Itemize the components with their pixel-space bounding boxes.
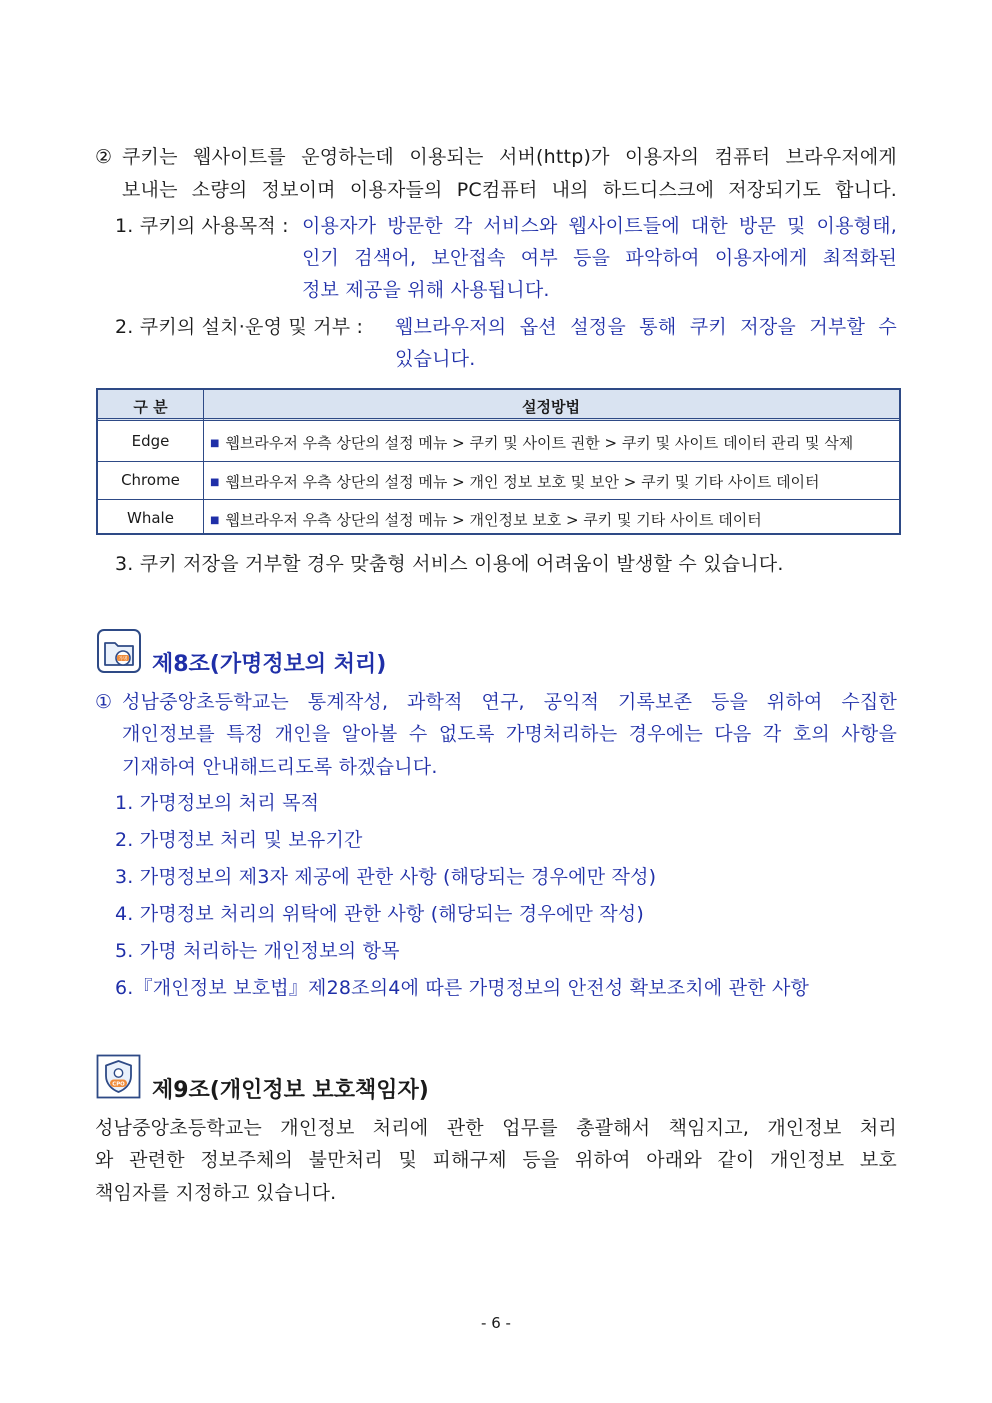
list-item-text: 정보 제공을 위해 사용됩니다.: [302, 279, 550, 301]
bullet-icon: ■: [210, 515, 220, 526]
page-number: - 6 -: [481, 1314, 511, 1332]
para-line: 보내는 소량의 정보이며 이용자들의 PC컴퓨터 내의 하드디스크에 저장되기도 합니다.: [122, 179, 897, 201]
list-item: 4. 가명정보 처리의 위탁에 관한 사항 (해당되는 경우에만 작성): [115, 903, 644, 925]
table-cell-method: [210, 432, 853, 453]
method-text: 웹브라우저 우측 상단의 설정 메뉴 > 개인 정보 보호 및 보안 > 쿠키 및 기타 사이트 데이터: [225, 473, 820, 491]
para-marker: ②: [95, 146, 113, 168]
list-item-text: 이용자가 방문한 각 서비스와 웹사이트들에 대한 방문 및 이용형태,: [302, 215, 897, 237]
para-line: 기재하여 안내해드리도록 하겠습니다.: [122, 756, 438, 778]
section-9-title: 제9조(개인정보 보호책임자): [152, 1078, 429, 1103]
icon-label: CPO: [112, 1081, 125, 1088]
list-item: 6.『개인정보 보호법』제28조의4에 따른 가명정보의 안전성 확보조치에 관한 사항: [115, 977, 810, 999]
para-marker: ①: [95, 691, 113, 713]
table-row: [98, 461, 899, 499]
table-cell-method: [210, 471, 820, 492]
table-cell-browser: Chrome: [121, 471, 180, 489]
column-divider: [203, 390, 204, 533]
para-line: 책임자를 지정하고 있습니다.: [95, 1182, 337, 1204]
list-item-label: 2. 쿠키의 설치·운영 및 거부 :: [115, 316, 364, 338]
list-item: 3. 가명정보의 제3자 제공에 관한 사항 (해당되는 경우에만 작성): [115, 866, 657, 888]
para-line: 성남중앙초등학교는 통계작성, 과학적 연구, 공익적 기록보존 등을 위하여 수집한: [122, 691, 897, 713]
table-cell-method: [210, 509, 762, 530]
section-8-title: 제8조(가명정보의 처리): [152, 652, 387, 677]
list-item-label: 1. 쿠키의 사용목적 :: [115, 215, 289, 237]
pseudonym-folder-icon: [96, 628, 142, 674]
list-item: 5. 가명 처리하는 개인정보의 항목: [115, 940, 400, 962]
table-header-cell: 설정방법: [522, 398, 580, 416]
table-row: [98, 423, 899, 461]
method-text: 웹브라우저 우측 상단의 설정 메뉴 > 쿠키 및 사이트 권한 > 쿠키 및 사이트 데이터 관리 및 삭제: [225, 434, 854, 452]
bullet-icon: ■: [210, 438, 220, 449]
list-item-text: 인기 검색어, 보안접속 여부 등을 파악하여 이용자에게 최적화된: [302, 247, 897, 269]
list-item-text: 3. 쿠키 저장을 거부할 경우 맞춤형 서비스 이용에 어려움이 발생할 수 있습니다.: [115, 553, 784, 575]
icon-label: 가명: [118, 657, 128, 662]
table-header-cell: 구 분: [133, 398, 168, 416]
table-cell-browser: Edge: [131, 432, 170, 450]
para-line: 개인정보를 특정 개인을 알아볼 수 없도록 가명처리하는 경우에는 다음 각 호의 사항을: [122, 723, 897, 745]
list-item-text: 웹브라우저의 옵션 설정을 통해 쿠키 저장을 거부할 수: [395, 316, 897, 338]
para-line: 성남중앙초등학교는 개인정보 처리에 관한 업무를 총괄해서 책임지고, 개인정보 처리: [95, 1117, 897, 1139]
para-line: 와 관련한 정보주체의 불만처리 및 피해구제 등을 위하여 아래와 같이 개인정보 보호: [95, 1149, 897, 1171]
method-text: 웹브라우저 우측 상단의 설정 메뉴 > 개인정보 보호 > 쿠키 및 기타 사이트 데이터: [225, 511, 762, 529]
table-cell-browser: Whale: [127, 509, 174, 527]
cpo-shield-icon: [96, 1054, 141, 1099]
bullet-icon: ■: [210, 477, 220, 488]
table-row: [98, 499, 899, 537]
list-item: 1. 가명정보의 처리 목적: [115, 792, 320, 814]
list-item: 2. 가명정보 처리 및 보유기간: [115, 829, 363, 851]
table-header: [98, 390, 899, 421]
list-item-text: 있습니다.: [395, 348, 476, 370]
para-line: 쿠키는 웹사이트를 운영하는데 이용되는 서버(http)가 이용자의 컴퓨터 브라우저에게: [122, 146, 897, 168]
cookie-settings-table: [96, 388, 901, 535]
